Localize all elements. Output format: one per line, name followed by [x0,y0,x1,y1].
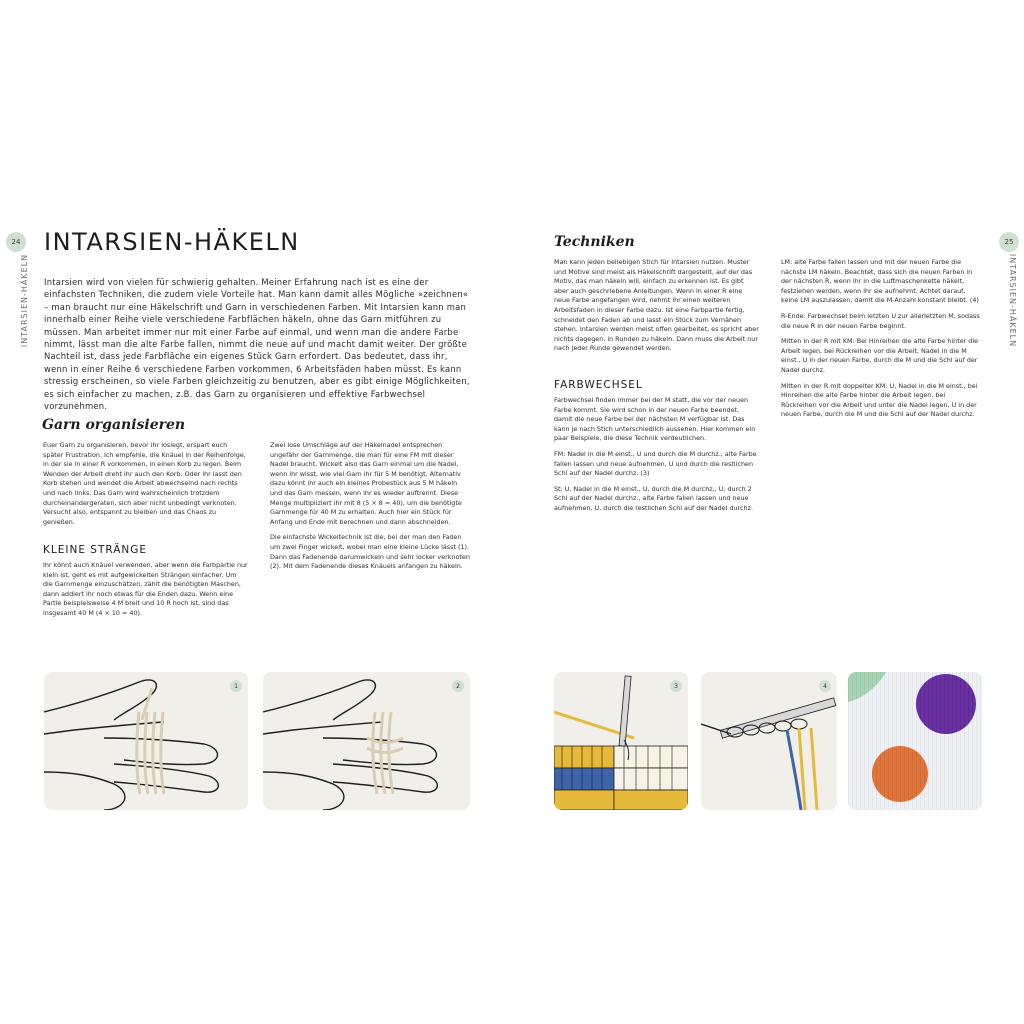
page-number-text: 25 [1004,238,1014,246]
subheading-kleine-straenge: KLEINE STRÄNGE [43,544,148,556]
paragraph: Zwei lose Umschläge auf der Häkelnadel entsprechen ungefähr der Garnmenge, die man für eine FM mit dieser Nadel braucht. Wickelt also das Garn einmal um die Nadel, wenn ihr wisst, wie viel Garn ihr für 5 M benötigt. Alternativ dazu könnt ihr auch ein kleines Probestück aus 5 M häkeln und das Garn messen, wenn ihr es wieder auftrennt. Diese Menge multipliziert ihr mit 8 (5 × 8 = 40), um die benötigte Garnmenge für 40 M zu erhalten. Auch hier ein Stück für Anfang und Ende mit berechnen und dann abschneiden. [270,441,462,526]
left-column-2 [270,441,470,578]
color-change-chain-illustration [701,672,837,810]
paragraph: Mitten in der R mit KM: Bei Hinreihen die alte Farbe hinter die Arbeit legen, bei Rückreihen vor die Arbeit, Nadel in die M einst., U in der neuen Farbe, durch die M und die Schl auf der Nadel durchz. [781,337,979,374]
intro-paragraph: Intarsien wird von vielen für schwierig gehalten. Meiner Erfahrung nach ist es eine der einfachsten Techniken, die zudem viele Vorteile hat. Man kann damit alles Mögliche »zeichnen« – man braucht nur eine Häkelschrift und Garn in verschiedenen Farben. Mit Intarsien kann man innerhalb einer Reihe viele verschiedene Farbflächen häkeln, ohne das Garn mitführen zu müssen. Man arbeitet immer nur mit einer Farbe auf einmal, und wenn man die andere Farbe nimmt, lässt man die alte Farbe fallen, nimmt die neue auf und macht damit weiter. Der größte Nachteil ist, dass jede Farbfläche ein eigenes Stück Garn erfordert. Das bedeutet, dass ihr, wenn in einer Reihe 6 verschiedene Farben vorkommen, 6 Arbeitsfäden haben müsst. Es kann stressig erscheinen, so viele Farben gleichzeitig zu benutzen, aber es gibt einige Möglichkeiten, es sich einfacher zu machen, z.B. das Garn zu organisieren und effektive Farbwechsel vorzunehmen. [44,277,470,412]
left-column-1 [43,441,248,533]
figure-badge [670,680,682,692]
right-column-1 [554,258,759,360]
page-title: INTARSIEN-HÄKELN [44,228,300,256]
figure-badge [819,680,831,692]
right-column-2 [781,258,981,426]
figure-number: 1 [234,682,238,690]
figure-number: 2 [456,682,460,690]
figure-number: 4 [823,682,827,690]
figure-badge [230,680,242,692]
section-heading-garn: Garn organisieren [42,417,186,433]
figure-3-panel [554,672,688,810]
paragraph: Mitten in der R mit doppelter KM: U, Nadel in die M einst., bei Hinreihen die alte Farbe hinter die Arbeit legen, bei Rückreihen vor die Arbeit und unter die Nadel legen, U in der neuen Farbe, durch die M und die Schl auf der Nadel durchz. [781,381,978,419]
crochet-dots-photo [848,672,982,810]
paragraph: FM: Nadel in die M einst., U und durch die M durchz., alte Farbe fallen lassen und neue aufnehmen, U und durch die restlichen Schl auf der Nadel durchz. (3) [554,449,757,478]
paragraph: R-Ende: Farbwechsel beim letzten U zur allerletzten M, sodass die neue R in der neuen Farbe beginnt. [781,311,980,330]
paragraph: Euer Garn zu organisieren, bevor ihr loslegt, erspart euch später Frustration. Ich empfehle, die Knäuel in der Reihenfolge, in der sie in einer R vorkommen, in einen Korb zu legen. Beim Wenden der Arbeit dreht ihr auch den Korb. Oder ihr lasst den Korb stehen und wendet die Arbeit abwechselnd nach rechts und nach links. Das Garn wird wahrscheinlich trotzdem durcheinandergeraten, sich aber nicht unbedingt verknoten. Versucht also, entspannt zu bleiben und das Chaos zu genießen. [43,441,246,526]
subheading-farbwechsel: FARBWECHSEL [554,379,643,391]
photo-panel [848,672,982,810]
side-label-right: INTARSIEN-HÄKELN [1008,253,1018,348]
right-column-1b [554,396,759,520]
section-heading-techniken: Techniken [554,234,635,250]
figure-1-panel [44,672,248,810]
paragraph: St: U, Nadel in die M einst., U, durch die M durchz., U, durch 2 Schl auf der Nadel durchz., alte Farbe fallen lassen und neue aufnehmen, U, durch die restlichen Schl auf der Nadel durchz. [554,484,753,512]
figure-4-panel [701,672,837,810]
left-column-1b [43,561,248,625]
paragraph: LM: alte Farbe fallen lassen und mit der neuen Farbe die nächste LM häkeln. Beachtet, dass sich die neuen Farben in der nächsten R, wenn ihr in die Luftmaschenkette häkelt, festziehen werden, wenn ihr sie aufnehmt. Achtet darauf, keine LM auszulassen, damit die M-Anzahl konstant bleibt. (4) [781,258,979,305]
figure-badge [452,680,464,692]
hand-yarn-wrap-illustration [44,672,248,810]
paragraph: Die einfachste Wickeltechnik ist die, bei der man den Faden um zwei Finger wickelt, wobei man eine kleine Lücke lässt (1). Dann das Fadenende darumwickeln und sehr locker verknoten (2). Mit dem Fadenende dieses Knäuels anfangen zu häkeln. [270,533,470,571]
page-number-right [999,232,1019,252]
paragraph: Ihr könnt auch Knäuel verwenden, aber wenn die Farbpartie nur klein ist, geht es mit aufgewickelten Strängen einfacher. Um die Garnmenge einzuschätzen, zählt die benötigten Maschen, dann addiert ihr noch etwas für die Enden dazu. Wenn eine Partie beispielsweise 4 M breit und 10 R hoch ist, sind das insgesamt 40 M (4 × 10 = 40). [43,561,248,617]
paragraph: Man kann jeden beliebigen Stich für Intarsien nutzen. Muster und Motive sind meist als Häkelschrift dargestellt, auf der das Motiv, das man häkeln will, einfach zu erkennen ist. Es gibt aber auch geschriebene Anleitungen. Wenn in einer R eine neue Farbe angefangen wird, nehmt ihr einen weiteren Arbeitsfaden in dieser Farbe dazu. Ist eine Farbpartie fertig, schneidet den Faden ab und lasst ein Stück zum Vernähen stehen. Intarsien werden meist offen gearbeitet, es spricht aber nichts dagegen, in Runden zu häkeln. Dann muss die Arbeit nur nach jeder Runde gewendet werden. [554,258,759,353]
page-number-left [6,232,26,252]
figure-number: 3 [674,682,678,690]
paragraph: Farbwechsel finden immer bei der M statt, die vor der neuen Farbe kommt. Sie wird schon in der neuen Farbe beendet, damit die neue Farbe bei der nächsten M verfügbar ist. Das kann je nach Stich unterschiedlich aussehen. Hier kommen ein paar Beispiele, die diese Technik verdeutlichen. [554,396,756,443]
color-change-sc-illustration [554,672,688,810]
page-number-text: 24 [11,238,21,246]
figure-2-panel [263,672,470,810]
hand-yarn-knot-illustration [263,672,470,810]
side-label-left: INTARSIEN-HÄKELN [20,253,30,348]
